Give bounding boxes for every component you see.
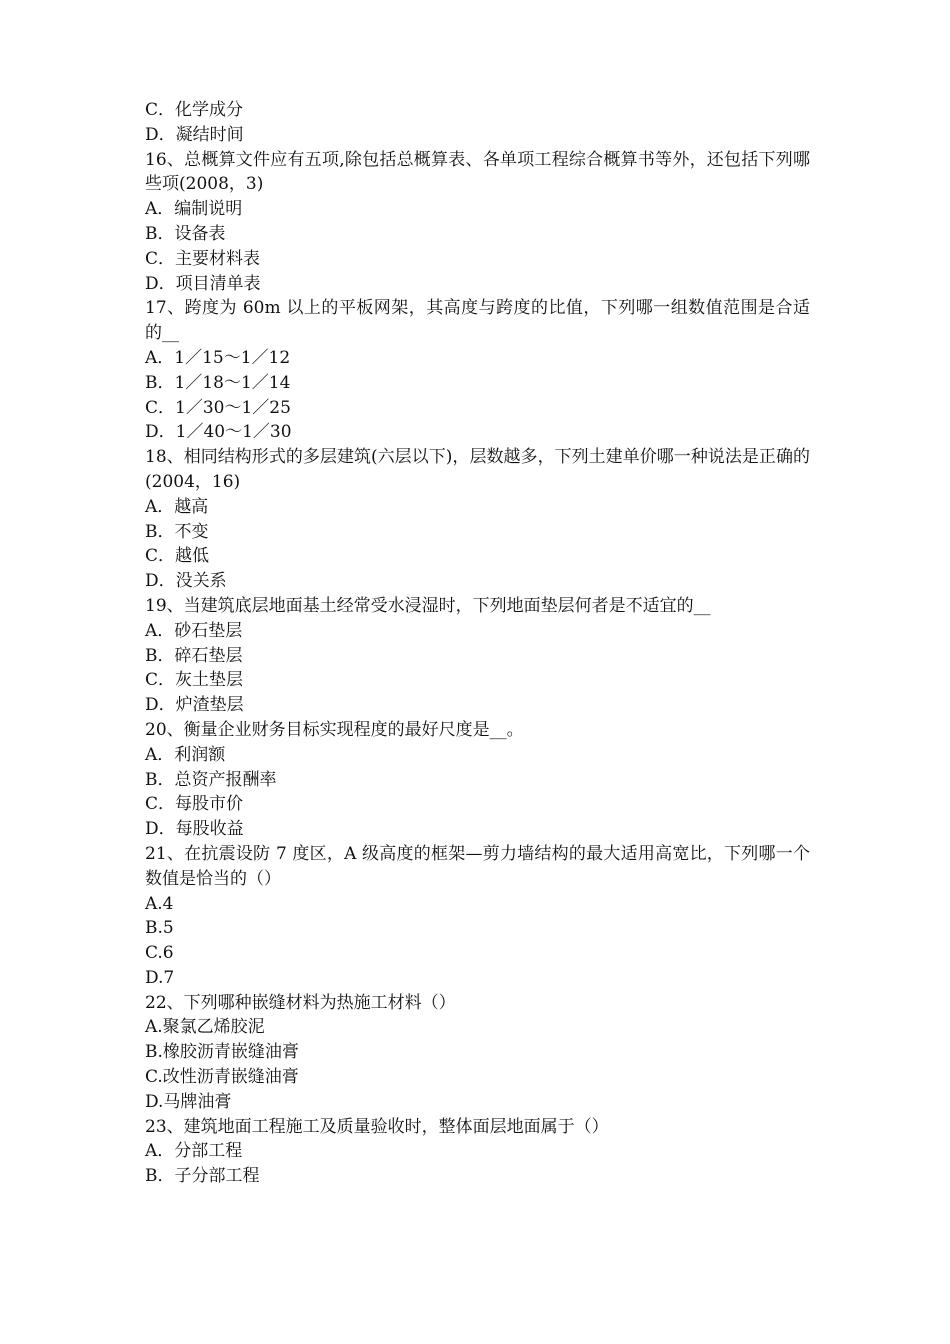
option-line: A．分部工程 <box>145 1141 243 1162</box>
option-line: C．化学成分 <box>145 100 244 120</box>
option-line: C．主要材料表 <box>145 248 261 269</box>
option-line: D．1／40～1／30 <box>145 422 292 443</box>
option-line: D.马牌油膏 <box>145 1091 232 1112</box>
option-line: D．凝结时间 <box>145 124 244 145</box>
question-line: 22、下列哪种嵌缝材料为热施工材料（） <box>145 992 456 1013</box>
option-line: D．项目清单表 <box>145 273 261 294</box>
option-line: A．1／15～1／12 <box>145 347 291 368</box>
option-line: D．每股收益 <box>145 819 244 840</box>
option-line: B．设备表 <box>145 223 226 244</box>
question-line: 19、当建筑底层地面基土经常受水浸湿时，下列地面垫层何者是不适宜的__ <box>145 595 711 616</box>
option-line: A.4 <box>145 893 174 914</box>
question-line: 20、衡量企业财务目标实现程度的最好尺度是__。 <box>145 719 524 740</box>
option-line: A．编制说明 <box>145 199 243 220</box>
question-line: 21、在抗震设防 7 度区，A 级高度的框架—剪力墙结构的最大适用高宽比，下列哪一个数值是恰当的（） <box>145 843 810 889</box>
option-line: C.改性沥青嵌缝油膏 <box>145 1067 299 1088</box>
option-line: C．每股市价 <box>145 794 244 815</box>
question-line: 18、相同结构形式的多层建筑(六层以下)，层数越多，下列土建单价哪一种说法是正确的(2004，16) <box>145 447 810 492</box>
document-body <box>145 98 810 1189</box>
option-line: D．没关系 <box>145 571 227 592</box>
option-line: C.6 <box>145 943 174 964</box>
option-line: D．炉渣垫层 <box>145 695 244 716</box>
option-line: A．越高 <box>145 496 209 517</box>
question-line: 23、建筑地面工程施工及质量验收时，整体面层地面属于（） <box>145 1116 609 1137</box>
option-line: A．利润额 <box>145 744 226 765</box>
option-line: B．子分部工程 <box>145 1166 260 1187</box>
option-line: C．1／30～1／25 <box>145 397 291 418</box>
option-line: C．越低 <box>145 546 210 567</box>
option-line: C．灰土垫层 <box>145 670 244 691</box>
option-line: B．总资产报酬率 <box>145 769 277 790</box>
question-line: 17、跨度为 60m 以上的平板网架，其高度与跨度的比值，下列哪一组数值范围是合适的__ <box>145 298 810 344</box>
option-line: D.7 <box>145 967 175 988</box>
option-line: B．1／18～1／14 <box>145 372 291 393</box>
option-line: B.5 <box>145 918 174 939</box>
option-line: B．碎石垫层 <box>145 645 243 666</box>
option-line: B．不变 <box>145 521 209 542</box>
option-line: A．砂石垫层 <box>145 620 243 641</box>
option-line: A.聚氯乙烯胶泥 <box>145 1017 265 1038</box>
option-line: B.橡胶沥青嵌缝油膏 <box>145 1042 299 1063</box>
question-line: 16、总概算文件应有五项,除包括总概算表、各单项工程综合概算书等外，还包括下列哪些项(2008，3) <box>145 149 810 195</box>
